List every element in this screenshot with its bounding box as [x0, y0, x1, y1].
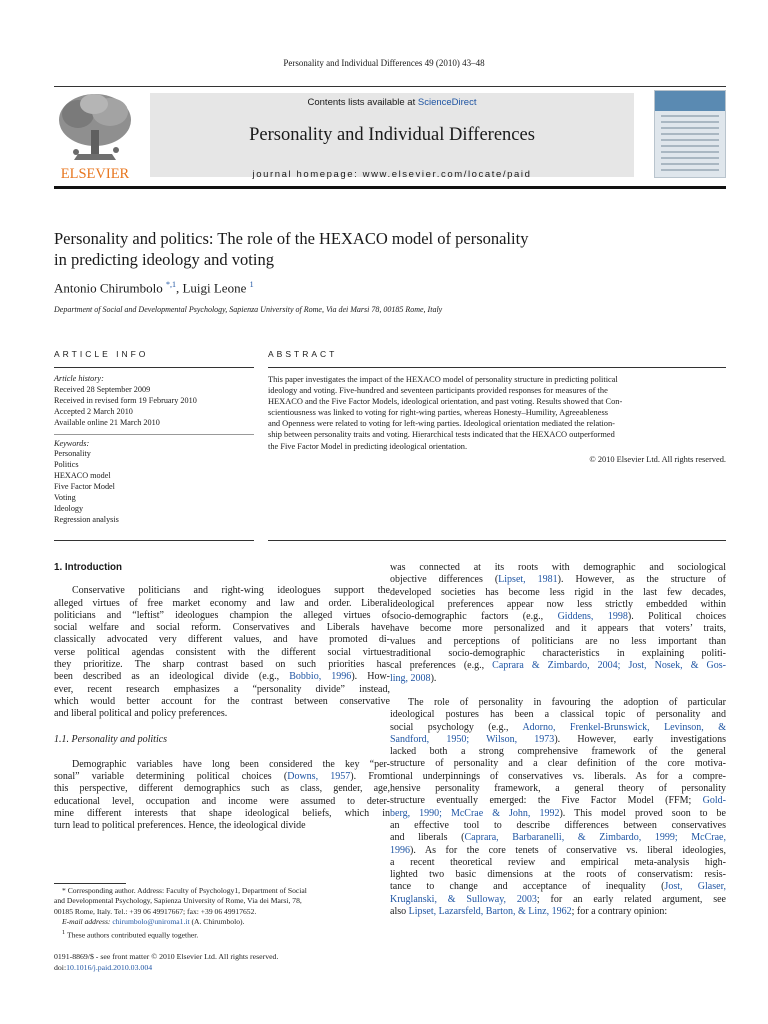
title-line: in predicting ideology and voting	[54, 250, 274, 269]
citation-link[interactable]: Kruglanski, & Sulloway, 2003	[390, 893, 537, 905]
text-line: also Lipset, Lazarsfeld, Barton, & Linz, 1962; for a contrary opinion:	[390, 906, 668, 918]
text-line: sonal” variable determining political choices (Downs, 1957). From	[54, 771, 391, 783]
footnote-line: * Corresponding author. Address: Faculty of Psychology1, Department of Social	[62, 886, 307, 895]
history-item: Received in revised form 19 February 2010	[54, 395, 197, 405]
footnotes	[54, 886, 380, 941]
text-line: Conservative politicians and right-wing ideologues support the	[72, 585, 390, 597]
journal-cover-thumbnail[interactable]	[654, 90, 726, 178]
citation-link[interactable]: Lipset, 1981	[498, 574, 558, 586]
info-divider	[54, 434, 254, 435]
text-line: objective differences (Lipset, 1981). However, as the structure of	[390, 574, 726, 586]
elsevier-tree-icon	[54, 90, 136, 182]
abstract-line: HEXACO and the Five Factor Models, ideological orientation, and past voting. Results showed that Con-	[268, 397, 623, 407]
abstract-line: the Five Factor Model in predicting ideological orientation.	[268, 441, 468, 451]
keyword: Ideology	[54, 503, 84, 513]
abstract-line: This paper investigates the impact of the HEXACO model of personality structure in predicting political	[268, 375, 618, 384]
keyword: Politics	[54, 460, 79, 470]
keyword: Regression analysis	[54, 514, 119, 524]
text-line: an effective tool to describe differences between conservatives	[390, 819, 726, 831]
text-line: Demographic variables have long been considered the key “per-	[72, 758, 390, 770]
article-title	[54, 228, 674, 270]
journal-reference: Personality and Individual Differences 49 (2010) 43–48	[283, 58, 485, 68]
text-line: 1996). As for the core tenets of conservative vs. liberal ideologies,	[390, 844, 726, 856]
text-line: cal preferences (e.g., Caprara & Zimbardo, 2004; Jost, Nosek, & Gos-	[390, 660, 726, 672]
text-line: lighted two basic dimensions at the roots of conservatism: resis-	[390, 869, 726, 881]
text-line: structure of personality and a clear definition of the core motiva-	[390, 758, 726, 770]
contents-prefix: Contents lists available at	[307, 97, 418, 108]
text-line: this perspective, different demographics such as class, gender, age,	[54, 783, 390, 795]
abstract-bottom-rule	[268, 540, 726, 541]
history-item: Accepted 2 March 2010	[54, 406, 133, 416]
footnote-mark: 1	[62, 928, 66, 936]
contents-line	[150, 97, 634, 108]
text-line: they prioritize. The sharp contrast based on such priorities has	[54, 659, 390, 671]
right-column	[390, 562, 726, 918]
text-line: ideological postures has been a classical topic of personality and	[390, 709, 726, 721]
email-suffix: (A. Chirumbolo).	[189, 917, 245, 927]
text-line: classically advocated very different values, and have promoted di-	[54, 634, 390, 646]
paragraph	[54, 759, 390, 833]
author-name[interactable]: Antonio Chirumbolo	[54, 280, 163, 296]
banner-center	[150, 93, 634, 180]
text-line: ever, recent research emphasizes a “personality divide” instead,	[54, 683, 390, 695]
elsevier-logo[interactable]	[54, 90, 136, 182]
text-line: and liberals (Caprara, Barbaranelli, & Zimbardo, 1999; McCrae,	[390, 832, 726, 844]
subsection-heading: 1.1. Personality and politics	[54, 733, 168, 745]
keyword: HEXACO model	[54, 471, 111, 481]
article-info-heading: ARTICLE INFO	[54, 349, 149, 359]
journal-homepage[interactable]: journal homepage: www.elsevier.com/locate/paid	[252, 169, 532, 180]
citation-link[interactable]: Caprara, Barbaranelli, & Zimbardo, 1999; McCrae,	[464, 832, 726, 844]
footnote-line: and Developmental Psychology, Sapienza University of Rome, Via dei Marsi, 78,	[54, 896, 302, 906]
front-matter	[54, 952, 394, 973]
left-column	[54, 562, 390, 833]
abstract-body	[268, 374, 726, 465]
text-line: developed societies has become less rigid in the last few decades,	[390, 586, 726, 598]
text-line: mine different interests that shape ideological beliefs, which in	[54, 808, 390, 820]
footnote-line: 00185 Rome, Italy. Tel.: +39 06 49917667; fax: +39 06 49917652.	[54, 906, 257, 916]
text-line: have become more personalized and it appears that voters’ traits,	[390, 623, 726, 635]
paragraph	[390, 697, 726, 918]
issn-line: 0191-8869/$ - see front matter © 2010 Elsevier Ltd. All rights reserved.	[54, 952, 279, 961]
text-line: was connected at its roots with demographic and sociological	[390, 562, 726, 573]
text-line: ideological preferences appear now less strictly embedded within	[390, 598, 726, 610]
text-line: educational level, occupation and income were assumed to deter-	[54, 795, 390, 807]
abstract-line: ship between personality traits and voting. Hierarchical tests indicated that the HEXACO outperformed	[268, 430, 615, 440]
text-line: which would better account for the contrast between conservative	[54, 695, 390, 707]
email-label: E-mail address:	[62, 917, 113, 927]
info-bottom-rule	[54, 540, 254, 541]
text-line: values and perceptions of politicians are no less important than	[390, 635, 726, 647]
text-line: Sandford, 1950; Wilson, 1973). However, early investigations	[390, 733, 726, 745]
citation-link[interactable]: Gold-	[702, 795, 726, 807]
text-line: been described as an ideological divide (e.g., Bobbio, 1996). How-	[54, 671, 391, 683]
elsevier-wordmark: ELSEVIER	[60, 166, 130, 182]
text-line: hensive personality framework, a general theory of personality	[390, 783, 726, 795]
title-line: Personality and politics: The role of the HEXACO model of personality	[54, 229, 529, 248]
text-line: alleged virtues of free market economy and law and order. Liberal	[54, 597, 390, 609]
doi-link[interactable]: 10.1016/j.paid.2010.03.004	[66, 962, 153, 972]
text-line: tional underpinnings of conservatives vs. liberals. As for a compre-	[390, 770, 726, 782]
history-item: Received 28 September 2009	[54, 384, 151, 394]
text-line: traditional socio-demographic characteristics in explaining politi-	[390, 648, 726, 660]
text-line: verse political agendas consistent with the different social virtues	[54, 646, 390, 658]
abstract-line: ideology and voting. Five-hundred and seventeen participants provided responses for measures of the	[268, 386, 608, 396]
text-line: socio-demographic factors (e.g., Giddens, 1998). Political choices	[390, 611, 726, 623]
keyword: Five Factor Model	[54, 482, 115, 492]
abstract-rule	[268, 367, 726, 368]
keyword: Voting	[54, 493, 76, 503]
sciencedirect-link[interactable]: ScienceDirect	[417, 97, 477, 108]
email-link[interactable]: chirumbolo@uniroma1.it	[112, 917, 190, 927]
author-list: Antonio Chirumbolo $^{*,1}$, Luigi Leone $^1$	[54, 280, 254, 296]
history-item: Available online 21 March 2010	[54, 417, 160, 427]
abstract-copyright: © 2010 Elsevier Ltd. All rights reserved.	[589, 454, 726, 464]
keyword: Personality	[54, 449, 91, 459]
banner-rule	[54, 186, 726, 189]
text-line: tance to change and acceptance of inequality (Jost, Glaser,	[390, 881, 727, 893]
author-mark[interactable]: 1	[249, 280, 254, 289]
citation-link[interactable]: Giddens, 1998	[557, 611, 628, 623]
citation-link[interactable]: Sandford, 1950; Wilson, 1973	[390, 733, 555, 745]
journal-title: Personality and Individual Differences	[249, 125, 535, 145]
abstract-line: scientiousness was linked to voting for right-wing parties, whereas Honesty–Humility, Agreeableness	[268, 408, 608, 418]
abstract-line: and Openness were related to voting for left-wing parties. Ideological orientation mediated the relation-	[268, 419, 615, 429]
keywords-label: Keywords:	[54, 438, 90, 448]
text-line: politicians and “leftist” ideologues champion the alleged virtues of	[54, 609, 390, 621]
text-line: lacked both a strong comprehensive framework of the general	[390, 746, 726, 758]
citation-link[interactable]: berg, 1990; McCrae & John, 1992	[390, 807, 560, 819]
article-info	[54, 374, 254, 526]
footnote-equal: These authors contributed equally together.	[66, 930, 199, 940]
footnote-rule	[54, 883, 126, 884]
paragraph	[54, 585, 390, 720]
text-line: social psychology (e.g., Adorno, Frenkel-Brunswick, Levinson, &	[390, 721, 726, 733]
text-line: berg, 1990; McCrae & John, 1992). This model proved soon to be	[390, 807, 726, 819]
text-line: social welfare and social reform. Conservatives and Liberals have	[54, 622, 390, 634]
text-line: turn lead to political preferences. Hence, the ideological divide	[54, 820, 306, 832]
author-name[interactable]: Luigi Leone	[182, 280, 247, 296]
citation-link[interactable]: ling, 2008	[390, 672, 431, 684]
history-label: Article history:	[54, 374, 104, 383]
citation-link[interactable]: 1996	[390, 844, 410, 856]
abstract-heading: ABSTRACT	[268, 349, 338, 359]
citation-link[interactable]: Downs, 1957	[287, 771, 351, 783]
text-line: a recent theoretical review and empirical meta-analysis high-	[390, 856, 726, 868]
citation-link[interactable]: Bobbio, 1996	[289, 671, 352, 683]
text-line: and liberal political and policy preferences.	[54, 708, 228, 720]
journal-banner	[54, 90, 726, 182]
author-mark[interactable]: *,1	[165, 280, 176, 289]
citation-link[interactable]: Lipset, Lazarsfeld, Barton, & Linz, 1962	[408, 906, 572, 918]
text-line: ling, 2008).	[390, 672, 437, 684]
info-rule	[54, 367, 254, 368]
section-heading: 1. Introduction	[54, 562, 123, 573]
text-line: The role of personality in favouring the adoption of particular	[408, 696, 726, 708]
affiliation: Department of Social and Developmental Psychology, Sapienza University of Rome, Via dei Marsi 78, 00185 Rome, Italy	[54, 305, 443, 314]
text-line: Kruglanski, & Sulloway, 2003; for an early related argument, see	[390, 893, 726, 905]
paragraph	[390, 562, 726, 685]
header-rule	[54, 86, 726, 87]
doi-prefix: doi:	[54, 962, 67, 972]
citation-link[interactable]: Caprara & Zimbardo, 2004; Jost, Nosek, & Gos-	[492, 660, 726, 672]
citation-link[interactable]: Adorno, Frenkel-Brunswick, Levinson, &	[522, 721, 726, 733]
text-line: structure eventually emerged: the Five Factor Model (FFM; Gold-	[390, 795, 726, 807]
citation-link[interactable]: Jost, Glaser,	[664, 881, 727, 893]
